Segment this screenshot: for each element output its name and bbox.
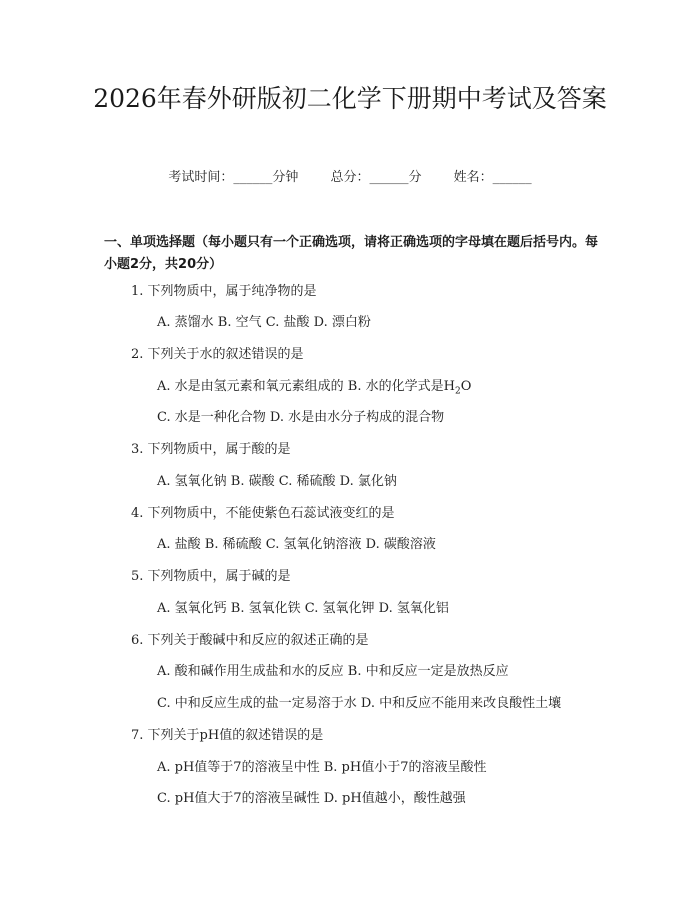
- page-title: 2026年春外研版初二化学下册期中考试及答案: [93, 84, 607, 113]
- question-6-options-row1: A. 酸和碱作用生成盐和水的反应 B. 中和反应一定是放热反应: [157, 664, 509, 679]
- question-3-options: A. 氢氧化钠 B. 碳酸 C. 稀硫酸 D. 氯化钠: [157, 474, 397, 489]
- question-2-options-row2: C. 水是一种化合物 D. 水是由水分子构成的混合物: [157, 410, 445, 425]
- question-6-options-row2: C. 中和反应生成的盐一定易溶于水 D. 中和反应不能用来改良酸性土壤: [157, 696, 562, 711]
- formula-subscript: 2: [454, 386, 461, 397]
- question-7-stem: 7. 下列关于pH值的叙述错误的是: [131, 728, 324, 743]
- question-3-stem: 3. 下列物质中，属于酸的是: [131, 442, 291, 457]
- question-4-options: A. 盐酸 B. 稀硫酸 C. 氢氧化钠溶液 D. 碳酸溶液: [157, 537, 436, 552]
- question-2-options-row1: [157, 377, 471, 402]
- formula-tail: O: [460, 379, 472, 394]
- question-4-stem: 4. 下列物质中，不能使紫色石蕊试液变红的是: [131, 506, 395, 521]
- question-5-stem: 5. 下列物质中，属于碱的是: [131, 569, 291, 584]
- question-2-options-text: A. 水是由氢元素和氧元素组成的 B. 水的化学式是H: [157, 379, 455, 394]
- question-1-stem: 1. 下列物质中，属于纯净物的是: [131, 284, 317, 299]
- question-5-options: A. 氢氧化钙 B. 氢氧化铁 C. 氢氧化钾 D. 氢氧化铝: [157, 601, 449, 616]
- question-7-options-row1: A. pH值等于7的溶液呈中性 B. pH值小于7的溶液呈酸性: [157, 760, 487, 775]
- question-2-stem: 2. 下列关于水的叙述错误的是: [131, 347, 304, 362]
- name-label: 姓名：______: [453, 170, 532, 185]
- exam-meta: [0, 168, 700, 188]
- exam-time-label: 考试时间：______分钟: [168, 170, 299, 185]
- total-score-label: 总分：______分: [330, 170, 422, 185]
- question-6-stem: 6. 下列关于酸碱中和反应的叙述正确的是: [131, 633, 369, 648]
- question-7-options-row2: C. pH值大于7的溶液呈碱性 D. pH值越小，酸性越强: [157, 791, 466, 806]
- section-heading: 一、单项选择题（每小题只有一个正确选项，请将正确选项的字母填在题后括号内。每小题2分，共20分）: [104, 235, 599, 272]
- question-1-options: A. 蒸馏水 B. 空气 C. 盐酸 D. 漂白粉: [157, 315, 371, 330]
